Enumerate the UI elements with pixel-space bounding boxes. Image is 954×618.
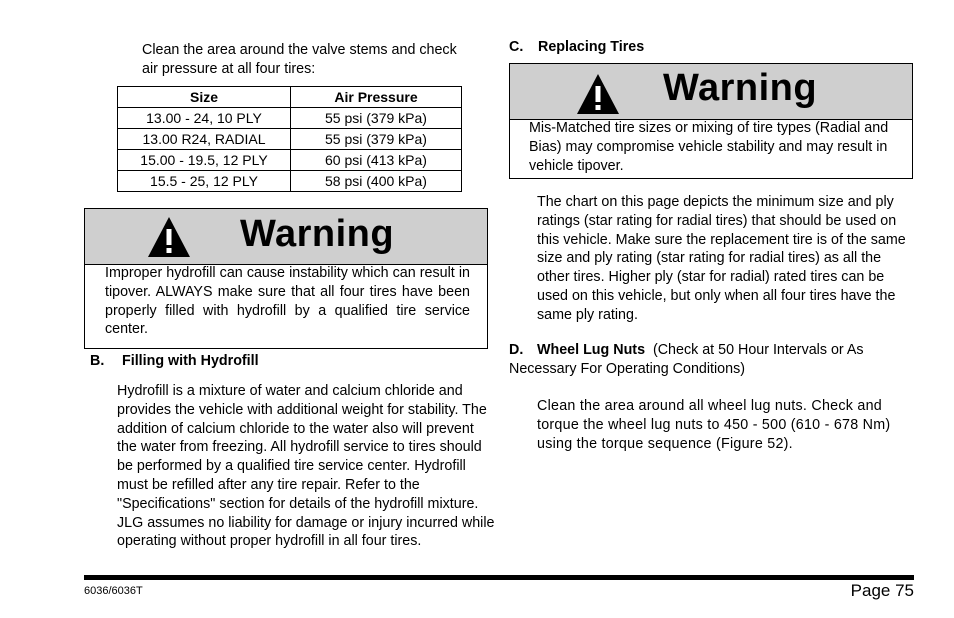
tire-pressure-table	[117, 86, 462, 192]
warning-box-hydrofill	[84, 208, 488, 349]
section-letter: C.	[509, 39, 524, 55]
section-letter: D.	[509, 342, 524, 358]
air-pressure-cell: 60 psi (413 kPa)	[291, 150, 462, 171]
section-d-heading	[509, 341, 909, 379]
tire-size-cell: 13.00 R24, RADIAL	[118, 129, 291, 150]
warning-box-mismatched-tires	[509, 63, 913, 179]
section-b-heading	[90, 353, 259, 369]
air-pressure-cell: 55 psi (379 kPa)	[291, 108, 462, 129]
table-header-row	[118, 87, 462, 108]
warning-title: Warning	[240, 213, 395, 255]
air-pressure-cell: 55 psi (379 kPa)	[291, 129, 462, 150]
table-row	[118, 150, 462, 171]
table-row	[118, 108, 462, 129]
warning-message: Improper hydrofill can cause instability which can result in tipover. ALWAYS make sure that all four tires have been properly filled with hydrofill by a qualified tire service center.	[105, 265, 470, 338]
footer-model: 6036/6036T	[84, 585, 143, 597]
table-row	[118, 129, 462, 150]
warning-header	[85, 209, 487, 265]
footer-rule	[84, 575, 914, 580]
tire-size-cell: 15.00 - 19.5, 12 PLY	[118, 150, 291, 171]
section-note: (Check at 50 Hour Intervals or As Necessary For Operating Conditions)	[509, 342, 864, 377]
column-header-air-pressure: Air Pressure	[291, 87, 462, 108]
page-number: Page 75	[850, 581, 914, 600]
air-pressure-cell: 58 psi (400 kPa)	[291, 171, 462, 192]
section-title: Wheel Lug Nuts	[537, 342, 646, 358]
table-row	[118, 171, 462, 192]
tire-size-cell: 15.5 - 25, 12 PLY	[118, 171, 291, 192]
section-letter: B.	[90, 353, 105, 369]
section-title: Replacing Tires	[538, 39, 645, 55]
warning-header	[510, 64, 912, 120]
warning-title: Warning	[663, 67, 818, 109]
section-d-body: Clean the area around all wheel lug nuts. Check and torque the wheel lug nuts to 450 - 500 (610 - 678 Nm) using the torque sequence (Figure 52).	[537, 398, 891, 452]
warning-message: Mis-Matched tire sizes or mixing of tire types (Radial and Bias) may compromise vehicle stability and may result in vehicle tipover.	[529, 120, 889, 174]
warning-triangle-icon	[146, 215, 192, 259]
warning-triangle-icon	[575, 72, 621, 116]
section-c-body: The chart on this page depicts the minimum size and ply ratings (star rating for radial tires) that should be used on this vehicle. Make sure the replacement tire is of the same size and ply rating (star rating for radial tires) as all the other tires. Higher ply (star for radial) rated tires can be used on this vehicle, but only when all four tires have the same ply rating.	[537, 194, 906, 323]
section-b-body: Hydrofill is a mixture of water and calcium chloride and provides the vehicle with additional weight for stability. The addition of calcium chloride to the water also will prevent the water from freezing. All hydrofill service to tires should be performed by a qualified tire service center. Hydrofill must be refilled after any tire repair. Refer to the "Specifications" section for details of the hydrofill mixture. JLG assumes no liability for damage or injury incurred while operating without proper hydrofill in all four tires.	[117, 383, 495, 550]
tire-size-cell: 13.00 - 24, 10 PLY	[118, 108, 291, 129]
section-title: Filling with Hydrofill	[122, 353, 259, 369]
column-header-size: Size	[118, 87, 291, 108]
intro-text: Clean the area around the valve stems and check air pressure at all four tires:	[142, 42, 457, 77]
section-c-heading	[509, 39, 644, 55]
